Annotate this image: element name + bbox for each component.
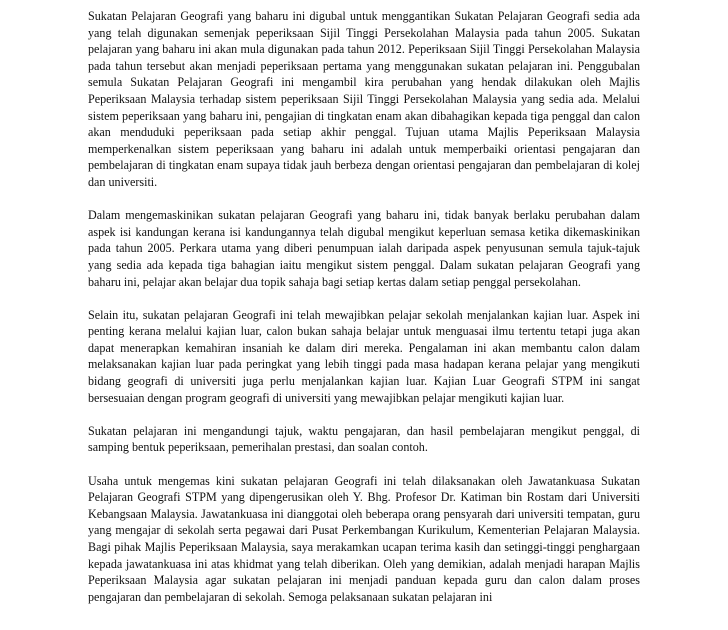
document-body: [88, 8, 640, 622]
paragraph-syllabus-contents: Sukatan pelajaran ini mengandungi tajuk, waktu pengajaran, dan hasil pembelajaran mengikut penggal, di samping bentuk peperiksaan, pemerihalan prestasi, dan soalan contoh.: [88, 423, 640, 455]
paragraph-fieldwork: Selain itu, sukatan pelajaran Geografi ini telah mewajibkan pelajar sekolah menjalankan kajian luar. Aspek ini penting kerana melalui kajian luar, calon bukan sahaja belajar untuk menguasai ilmu tertentu tetapi juga akan dapat menerapkan kemahiran insaniah ke dalam diri mereka. Pengalaman ini akan membantu calon dalam melaksanakan kajian luar pada peringkat yang lebih tinggi pada masa hadapan kerana pelajar yang mengikuti bidang geografi di universiti juga perlu menjalankan kajian luar. Kajian Luar Geografi STPM ini sangat bersesuaian dengan program geografi di universiti yang mewajibkan pelajar mengikuti kajian luar.: [88, 307, 640, 405]
paragraph-content-update: Dalam mengemaskinikan sukatan pelajaran Geografi yang baharu ini, tidak banyak berlaku perubahan dalam aspek isi kandungan kerana isi kandungannya telah digubal mengikut keperluan semasa ketika dikemaskinikan pada tahun 2005. Perkara utama yang diberi penumpuan ialah daripada aspek penyusunan semula tajuk-tajuk yang sedia ada kepada tiga bahagian iaitu mengikut sistem penggal. Dalam sukatan pelajaran Geografi yang baharu ini, pelajar akan belajar dua topik sahaja bagi setiap kertas dalam setiap penggal persekolahan.: [88, 208, 640, 289]
paragraph-intro: Sukatan Pelajaran Geografi yang baharu ini digubal untuk menggantikan Sukatan Pelajaran Geografi sedia ada yang telah digunakan semenjak peperiksaan Sijil Tinggi Persekolahan Malaysia pada tahun 2005. Sukatan pelajaran yang baharu ini akan mula digunakan pada tahun 2012. Peperiksaan Sijil Tinggi Persekolahan Malaysia pada tahun tersebut akan menjadi peperiksaan pertama yang menggunakan sukatan pelajaran ini. Penggubalan semula Sukatan Pelajaran Geografi ini mengambil kira perubahan yang hendak dilakukan oleh Majlis Peperiksaan Malaysia terhadap sistem peperiksaan Sijil Tinggi Persekolahan Malaysia yang sedia ada. Melalui sistem peperiksaan yang baharu ini, pengajian di tingkatan enam akan dibahagikan kepada tiga penggal dan calon akan menduduki peperiksaan pada setiap akhir penggal. Tujuan utama Majlis Peperiksaan Malaysia memperkenalkan sistem peperiksaan yang baharu ini adalah untuk memperbaiki orientasi pengajaran dan pembelajaran di tingkatan enam supaya tidak jauh berbeza dengan orientasi pengajaran dan pembelajaran di kolej dan universiti.: [88, 9, 640, 189]
paragraph-committee: Usaha untuk mengemas kini sukatan pelajaran Geografi ini telah dilaksanakan oleh Jawatankuasa Sukatan Pelajaran Geografi STPM yang dipengerusikan oleh Y. Bhg. Profesor Dr. Katiman bin Rostam dari Universiti Kebangsaan Malaysia. Jawatankuasa ini dianggotai oleh beberapa orang pensyarah dari universiti tempatan, guru yang mengajar di sekolah serta pegawai dari Pusat Perkembangan Kurikulum, Kementerian Pelajaran Malaysia. Bagi pihak Majlis Peperiksaan Malaysia, saya merakamkan ucapan terima kasih dan setinggi-tinggi penghargaan kepada jawatankuasa ini atas khidmat yang telah diberikan. Oleh yang demikian, adalah menjadi harapan Majlis Peperiksaan Malaysia agar sukatan pelajaran ini menjadi panduan kepada guru dan calon dalam proses pengajaran dan pembelajaran di sekolah. Semoga pelaksanaan sukatan pelajaran ini: [88, 473, 640, 604]
